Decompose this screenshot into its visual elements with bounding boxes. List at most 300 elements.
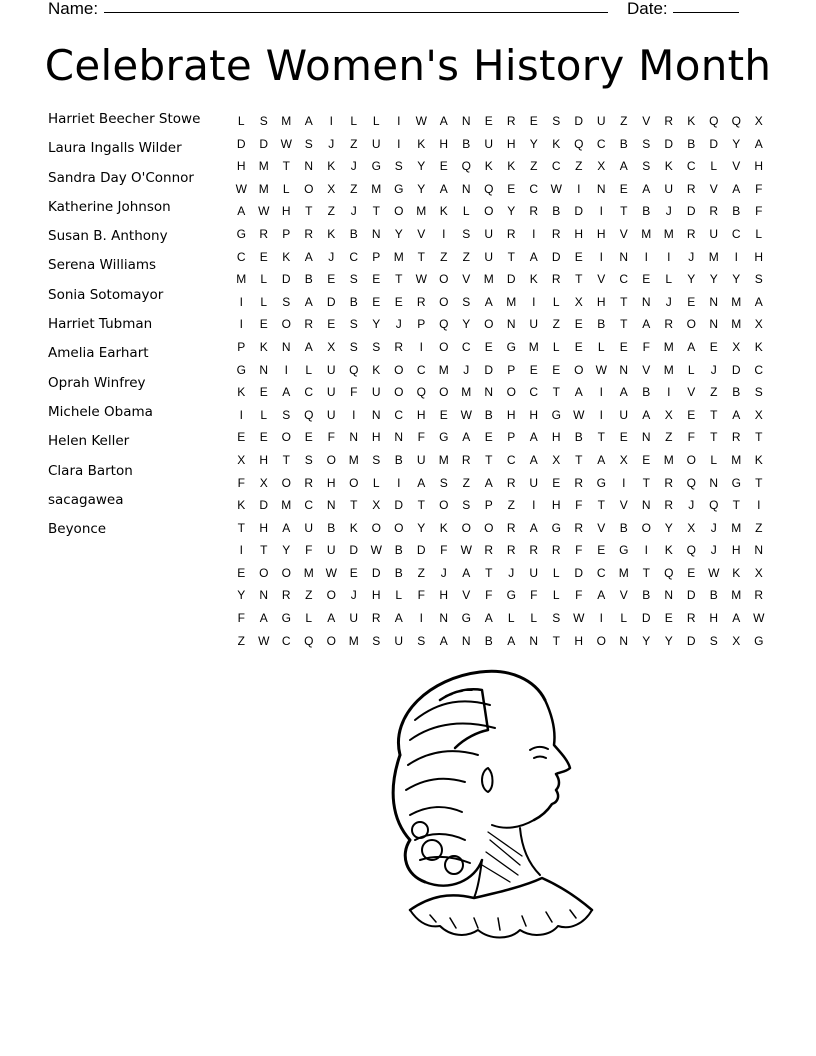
grid-letter: N (641, 430, 651, 445)
grid-letter: R (484, 543, 494, 558)
grid-letter: G (731, 475, 741, 490)
grid-letter: W (415, 272, 427, 287)
grid-letter: N (439, 611, 449, 626)
grid-letter: W (460, 543, 472, 558)
grid-letter: G (281, 611, 291, 626)
word-list-item: Serena Williams (48, 257, 157, 274)
grid-letter: C (596, 565, 606, 580)
grid-letter: W (573, 407, 585, 422)
grid-letter: N (484, 385, 494, 400)
grid-letter: C (236, 249, 246, 264)
grid-letter: G (551, 520, 561, 535)
grid-letter: R (506, 114, 516, 128)
grid-letter: T (305, 204, 313, 219)
grid-letter: O (259, 565, 269, 580)
grid-letter: N (349, 430, 359, 445)
grid-letter: Q (304, 407, 314, 422)
grid-letter: G (394, 181, 404, 196)
grid-letter: F (305, 543, 313, 558)
grid-letter: Z (440, 249, 448, 264)
grid-letter: H (281, 204, 291, 219)
grid-letter: N (709, 294, 719, 309)
grid-letter: S (462, 294, 471, 309)
grid-letter: X (237, 452, 246, 467)
grid-letter: B (349, 294, 358, 309)
grid-letter: L (552, 339, 560, 354)
grid-letter: D (394, 498, 404, 513)
grid-letter: D (686, 204, 696, 219)
grid-letter: O (439, 385, 449, 400)
grid-letter: P (372, 249, 381, 264)
grid-letter: E (642, 452, 651, 467)
grid-letter: T (575, 452, 583, 467)
grid-letter: O (439, 498, 449, 513)
grid-letter: N (709, 475, 719, 490)
grid-letter: X (754, 565, 763, 580)
grid-letter: R (709, 204, 719, 219)
grid-letter: Z (327, 204, 335, 219)
grid-letter: O (281, 430, 291, 445)
grid-letter: I (442, 226, 446, 241)
grid-letter: H (731, 543, 741, 558)
grid-row (230, 404, 770, 427)
grid-letter: A (597, 588, 606, 603)
grid-letter: Y (664, 633, 673, 648)
grid-letter: A (327, 611, 336, 626)
grid-letter: A (642, 407, 651, 422)
grid-letter: T (260, 543, 268, 558)
grid-letter: E (237, 565, 246, 580)
grid-letter: K (417, 136, 426, 151)
grid-letter: G (754, 633, 764, 648)
grid-letter: S (259, 114, 268, 128)
grid-letter: I (667, 249, 671, 264)
grid-letter: H (551, 430, 561, 445)
grid-letter: M (348, 452, 359, 467)
grid-letter: Z (575, 159, 583, 174)
grid-letter: L (372, 475, 380, 490)
grid-letter: C (754, 362, 764, 377)
grid-letter: C (416, 362, 426, 377)
grid-letter: W (370, 543, 382, 558)
grid-letter: O (394, 362, 404, 377)
grid-letter: R (304, 475, 314, 490)
grid-letter: Y (507, 204, 516, 219)
grid-letter: O (596, 633, 606, 648)
grid-letter: E (507, 181, 516, 196)
grid-letter: K (327, 159, 336, 174)
grid-letter: A (462, 430, 471, 445)
grid-letter: G (596, 475, 606, 490)
grid-letter: A (619, 385, 628, 400)
grid-letter: Q (731, 114, 741, 128)
grid-letter: J (665, 204, 672, 219)
grid-letter: N (619, 362, 629, 377)
grid-letter: L (260, 407, 268, 422)
grid-letter: E (687, 407, 696, 422)
grid-letter: X (574, 294, 583, 309)
grid-letter: Z (755, 520, 763, 535)
grid-letter: M (258, 159, 269, 174)
word-list-item: Clara Barton (48, 462, 133, 479)
word-list-item: Laura Ingalls Wilder (48, 140, 182, 157)
grid-letter: V (687, 385, 696, 400)
grid-letter: T (507, 249, 515, 264)
grid-letter: U (484, 136, 494, 151)
grid-letter: N (326, 498, 336, 513)
grid-letter: E (349, 565, 358, 580)
grid-letter: O (641, 520, 651, 535)
grid-letter: Z (552, 317, 560, 332)
grid-letter: E (664, 611, 673, 626)
grid-row (230, 426, 770, 449)
grid-letter: K (732, 565, 741, 580)
grid-letter: D (484, 362, 494, 377)
grid-letter: L (350, 114, 358, 128)
grid-letter: I (599, 385, 603, 400)
grid-letter: R (754, 588, 764, 603)
grid-letter: M (663, 226, 674, 241)
grid-letter: H (326, 475, 336, 490)
grid-letter: E (327, 317, 336, 332)
grid-letter: E (687, 294, 696, 309)
grid-letter: S (462, 498, 471, 513)
grid-letter: T (732, 498, 740, 513)
grid-letter: S (394, 159, 403, 174)
grid-letter: R (259, 226, 269, 241)
grid-letter: S (552, 611, 561, 626)
grid-letter: B (642, 204, 651, 219)
grid-letter: H (596, 294, 606, 309)
grid-row (230, 178, 770, 201)
grid-letter: E (327, 272, 336, 287)
grid-letter: M (483, 272, 494, 287)
grid-letter: T (372, 204, 380, 219)
grid-letter: I (397, 114, 401, 128)
word-list-item: Katherine Johnson (48, 198, 171, 215)
grid-letter: L (552, 588, 560, 603)
grid-letter: M (708, 249, 719, 264)
grid-letter: K (282, 249, 291, 264)
grid-letter: U (484, 249, 494, 264)
grid-letter: H (574, 226, 584, 241)
grid-letter: K (259, 339, 268, 354)
grid-letter: I (532, 498, 536, 513)
grid-letter: N (664, 588, 674, 603)
grid-letter: U (326, 543, 336, 558)
grid-letter: E (529, 362, 538, 377)
grid-letter: V (619, 588, 628, 603)
grid-letter: A (484, 611, 493, 626)
grid-letter: F (575, 543, 583, 558)
grid-letter: T (642, 565, 650, 580)
grid-letter: V (642, 362, 651, 377)
grid-letter: T (485, 452, 493, 467)
grid-letter: Y (462, 317, 471, 332)
grid-letter: U (529, 565, 539, 580)
grid-letter: H (754, 249, 764, 264)
grid-letter: W (753, 611, 765, 626)
grid-letter: R (664, 475, 674, 490)
grid-letter: I (734, 249, 738, 264)
grid-letter: N (619, 633, 629, 648)
grid-letter: I (329, 114, 333, 128)
grid-letter: V (619, 226, 628, 241)
grid-row (230, 155, 770, 178)
grid-letter: N (371, 226, 381, 241)
grid-letter: E (574, 249, 583, 264)
grid-letter: A (282, 385, 291, 400)
grid-letter: E (259, 430, 268, 445)
name-label: Name: (48, 0, 99, 18)
grid-letter: M (281, 498, 292, 513)
grid-letter: D (686, 633, 696, 648)
grid-letter: F (350, 385, 358, 400)
grid-letter: P (237, 339, 246, 354)
grid-letter: F (485, 588, 493, 603)
grid-letter: O (439, 294, 449, 309)
grid-letter: B (597, 317, 606, 332)
grid-letter: O (574, 362, 584, 377)
grid-letter: I (622, 475, 626, 490)
grid-letter: J (328, 249, 335, 264)
grid-letter: T (282, 452, 290, 467)
word-list-item: Michele Obama (48, 403, 153, 420)
grid-letter: X (732, 633, 741, 648)
grid-row (230, 359, 770, 382)
grid-letter: K (439, 520, 448, 535)
grid-letter: C (304, 385, 314, 400)
grid-letter: J (350, 204, 357, 219)
grid-letter: B (349, 226, 358, 241)
grid-letter: H (574, 633, 584, 648)
grid-letter: Q (686, 475, 696, 490)
grid-letter: Z (237, 633, 245, 648)
word-list (48, 108, 223, 547)
grid-letter: A (507, 633, 516, 648)
grid-letter: H (259, 520, 269, 535)
grid-letter: Z (350, 136, 358, 151)
word-search-grid (230, 110, 770, 652)
grid-letter: J (688, 249, 695, 264)
grid-letter: O (326, 633, 336, 648)
grid-letter: R (394, 339, 404, 354)
grid-letter: I (599, 204, 603, 219)
grid-letter: A (529, 430, 538, 445)
grid-letter: S (754, 272, 763, 287)
grid-letter: F (575, 588, 583, 603)
grid-letter: L (305, 362, 313, 377)
grid-letter: E (394, 294, 403, 309)
grid-letter: M (258, 181, 269, 196)
grid-letter: M (731, 588, 742, 603)
grid-letter: M (438, 452, 449, 467)
grid-letter: E (552, 362, 561, 377)
grid-letter: B (304, 272, 313, 287)
name-blank-line[interactable] (104, 12, 608, 13)
grid-letter: W (325, 565, 337, 580)
grid-letter: H (439, 136, 449, 151)
grid-letter: Y (687, 272, 696, 287)
grid-letter: A (417, 475, 426, 490)
grid-letter: M (618, 565, 629, 580)
grid-row (230, 584, 770, 607)
grid-row (230, 539, 770, 562)
grid-letter: J (440, 565, 447, 580)
grid-letter: L (260, 272, 268, 287)
grid-letter: L (237, 114, 245, 128)
grid-letter: K (237, 385, 246, 400)
grid-letter: A (529, 520, 538, 535)
grid-letter: E (237, 430, 246, 445)
grid-letter: N (371, 407, 381, 422)
grid-letter: M (416, 204, 427, 219)
grid-row (230, 630, 770, 653)
grid-letter: M (731, 317, 742, 332)
grid-letter: D (236, 136, 246, 151)
grid-letter: O (349, 475, 359, 490)
grid-letter: O (439, 272, 449, 287)
grid-letter: R (461, 452, 471, 467)
grid-letter: B (732, 204, 741, 219)
grid-letter: H (709, 611, 719, 626)
grid-letter: D (259, 136, 269, 151)
grid-letter: C (304, 498, 314, 513)
grid-letter: S (417, 633, 426, 648)
grid-letter: G (236, 362, 246, 377)
grid-letter: H (754, 159, 764, 174)
grid-letter: P (507, 362, 516, 377)
grid-letter: O (281, 475, 291, 490)
grid-letter: B (619, 136, 628, 151)
grid-letter: L (282, 181, 290, 196)
grid-letter: Y (732, 136, 741, 151)
grid-letter: U (619, 407, 629, 422)
grid-letter: U (326, 407, 336, 422)
grid-letter: R (686, 611, 696, 626)
grid-letter: Y (282, 543, 291, 558)
grid-letter: T (755, 475, 763, 490)
grid-letter: V (417, 226, 426, 241)
grid-letter: N (529, 633, 539, 648)
grid-letter: B (394, 565, 403, 580)
grid-letter: S (372, 633, 381, 648)
grid-letter: O (281, 565, 291, 580)
grid-letter: T (642, 475, 650, 490)
grid-letter: E (439, 407, 448, 422)
grid-letter: B (394, 452, 403, 467)
grid-letter: T (350, 498, 358, 513)
grid-letter: X (259, 475, 268, 490)
grid-row (230, 133, 770, 156)
grid-letter: Q (416, 385, 426, 400)
grid-letter: S (372, 452, 381, 467)
grid-letter: N (461, 114, 471, 128)
grid-letter: Q (664, 565, 674, 580)
grid-letter: B (642, 588, 651, 603)
grid-row (230, 336, 770, 359)
grid-letter: C (619, 272, 629, 287)
grid-letter: I (667, 385, 671, 400)
grid-letter: K (327, 226, 336, 241)
grid-letter: Y (417, 181, 426, 196)
grid-letter: O (326, 452, 336, 467)
grid-letter: L (710, 452, 718, 467)
grid-letter: F (755, 181, 763, 196)
grid-letter: O (394, 204, 404, 219)
grid-letter: S (282, 294, 291, 309)
grid-row (230, 291, 770, 314)
word-list-item: Oprah Winfrey (48, 374, 146, 391)
grid-letter: B (484, 407, 493, 422)
grid-letter: W (415, 114, 427, 128)
grid-letter: N (641, 498, 651, 513)
grid-letter: D (731, 362, 741, 377)
grid-letter: V (732, 159, 741, 174)
grid-letter: L (710, 159, 718, 174)
grid-letter: E (484, 430, 493, 445)
grid-letter: M (663, 362, 674, 377)
grid-letter: U (709, 226, 719, 241)
grid-letter: U (484, 226, 494, 241)
grid-letter: E (484, 114, 493, 128)
grid-letter: N (394, 430, 404, 445)
grid-letter: R (529, 543, 539, 558)
grid-letter: L (260, 294, 268, 309)
grid-letter: Q (439, 317, 449, 332)
grid-letter: Z (710, 385, 718, 400)
word-list-item: Beyonce (48, 521, 107, 538)
grid-letter: O (686, 317, 696, 332)
grid-letter: F (575, 498, 583, 513)
grid-letter: D (664, 136, 674, 151)
grid-letter: O (484, 520, 494, 535)
grid-letter: A (439, 114, 448, 128)
grid-letter: H (506, 407, 516, 422)
grid-letter: V (597, 272, 606, 287)
grid-letter: A (439, 633, 448, 648)
grid-letter: E (552, 475, 561, 490)
grid-letter: O (686, 452, 696, 467)
grid-letter: D (709, 136, 719, 151)
grid-letter: Q (461, 159, 471, 174)
grid-letter: A (237, 204, 246, 219)
grid-letter: B (732, 385, 741, 400)
grid-letter: R (281, 588, 291, 603)
grid-letter: K (664, 159, 673, 174)
grid-letter: T (597, 498, 605, 513)
grid-letter: A (687, 339, 696, 354)
grid-letter: C (394, 407, 404, 422)
grid-letter: M (641, 226, 652, 241)
grid-letter: J (508, 565, 515, 580)
grid-letter: R (371, 611, 381, 626)
grid-letter: I (644, 543, 648, 558)
grid-letter: O (326, 588, 336, 603)
grid-letter: H (236, 159, 246, 174)
grid-letter: A (529, 249, 538, 264)
grid-letter: L (552, 294, 560, 309)
grid-letter: H (371, 430, 381, 445)
grid-letter: W (258, 204, 270, 219)
grid-letter: G (439, 430, 449, 445)
grid-letter: Y (642, 633, 651, 648)
grid-letter: R (304, 226, 314, 241)
grid-letter: H (439, 588, 449, 603)
date-blank-line[interactable] (673, 12, 739, 13)
word-list-item: Helen Keller (48, 433, 130, 450)
word-list-item: Sandra Day O'Connor (48, 169, 194, 186)
